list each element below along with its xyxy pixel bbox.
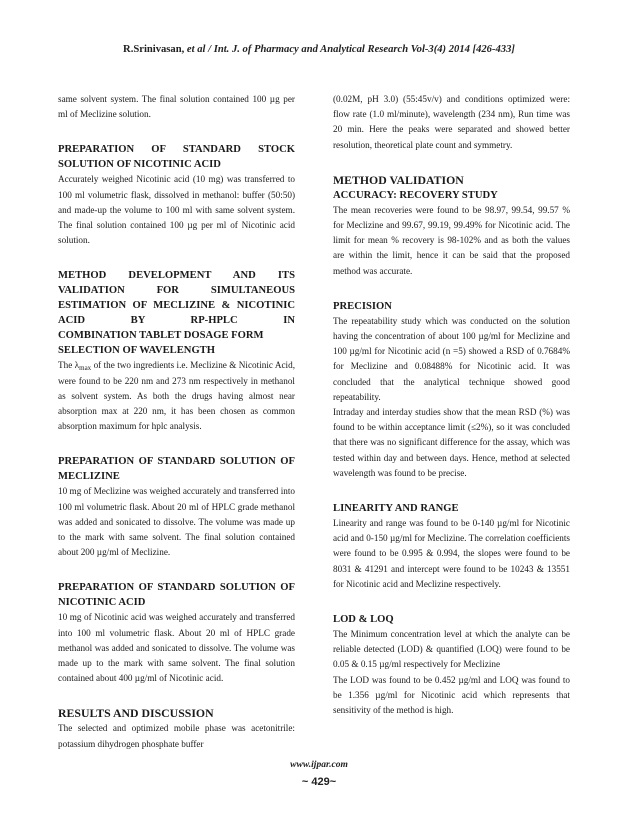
body-precision-repeatability: The repeatability study which was conducted on the solution having the concentration of about 100 µg/ml for Meclizine and 100 µg/ml for Nicotinic acid (n =5) showed a RSD of 0.7684% for Meclizine and 0.08488% for Nicotinic acid. It was concluded that the analytical technique showed good repeatability. — [333, 315, 570, 402]
footer-url: www.ijpar.com — [290, 760, 348, 770]
body-lod-loq-meclizine: The Minimum concentration level at which the analyte can be reliable detected (LOD) & quantified (LOQ) were found to be 0.05 & 0.15 µg/ml respectively for Meclizine — [333, 629, 570, 670]
heading-method-development: METHOD DEVELOPMENT AND ITS VALIDATION FOR SIMULTANEOUS ESTIMATION OF MECLIZINE & NICOTINIC ACID BY RP-HPLC IN — [58, 270, 295, 327]
heading-lod-loq: LOD & LOQ — [333, 614, 394, 626]
page-number: ~ 429~ — [301, 776, 337, 788]
heading-accuracy: ACCURACY: RECOVERY STUDY — [333, 189, 498, 201]
wavelength-text: of the two ingredients i.e. Meclizine & Nicotinic Acid, were found to be 220 nm and 273 nm respectively in methanol as solvent system. As both the drugs having almost near absorption max at 220 nm, it has been chosen as common absorption maximum for hplc analysis. — [58, 360, 295, 432]
header-journal: et al / Int. J. of Pharmacy and Analytical Research Vol-3(4) 2014 [426-433] — [184, 44, 515, 55]
body-precision-intraday: Intraday and interday studies show that the mean RSD (%) was found to be within acceptance limit (≤2%), so it was concluded that there was no significant difference for the assay, which was tested within day and between days. Hence, method at selected wavelength was found to be precise. — [333, 407, 570, 478]
body-results-discussion: The selected and optimized mobile phase was acetonitrile: potassium dihydrogen phosphate buffer — [58, 723, 295, 749]
heading-standard-solution-meclizine: PREPARATION OF STANDARD SOLUTION OF MECLIZINE — [58, 456, 295, 483]
lambda-text: The λ — [58, 360, 80, 371]
heading-linearity-range: LINEARITY AND RANGE — [333, 503, 459, 515]
continued-paragraph: (0.02M, pH 3.0) (55:45v/v) and conditions optimized were: flow rate (1.0 ml/minute), wavelength (234 nm), Run time was 20 min. Here the peaks were separated and showed better resolution, theoretical plate count and symmetry. — [333, 94, 570, 150]
header-author: R.Srinivasan, — [123, 44, 185, 55]
heading-stock-solution-nicotinic: PREPARATION OF STANDARD STOCK SOLUTION OF NICOTINIC ACID — [58, 144, 295, 171]
intro-paragraph: same solvent system. The final solution contained 100 µg per ml of Meclizine solution. — [58, 94, 295, 120]
body-standard-solution-meclizine: 10 mg of Meclizine was weighed accurately and transferred into 100 ml volumetric flask. About 20 ml of HPLC grade methanol was added and sonicated to dissolve. The volume was made up to the mark with same solvent. The final solution contained about 200 µg/ml of Meclizine. — [58, 486, 295, 558]
lambda-subscript: max — [79, 364, 92, 373]
body-lod-loq-nicotinic: The LOD was found to be 0.452 µg/ml and LOQ was found to be 1.356 µg/ml for Nicotinic acid which represents that sensitivity of the method is high. — [333, 674, 570, 716]
body-selection-wavelength — [58, 358, 295, 434]
right-column — [333, 92, 570, 718]
heading-precision: PRECISION — [333, 300, 392, 312]
running-header — [0, 44, 638, 55]
heading-method-development-line2: COMBINATION TABLET DOSAGE FORM — [58, 330, 264, 342]
left-column — [58, 92, 295, 752]
heading-method-validation: METHOD VALIDATION — [333, 172, 464, 187]
body-standard-solution-nicotinic: 10 mg of Nicotinic acid was weighed accurately and transferred into 100 ml volumetric flask. About 20 ml of HPLC grade methanol was added and sonicated to dissolve. The volume was made up to the mark with same solvent. The final solution contained about 400 µg/ml of Nicotinic acid. — [58, 612, 295, 684]
heading-selection-wavelength: SELECTION OF WAVELENGTH — [58, 345, 215, 357]
body-linearity-range: Linearity and range was found to be 0-140 µg/ml for Nicotinic acid and 0-150 µg/ml for Meclizine. The correlation coefficients were found to be 0.995 & 0.994, the slopes were found to be 8031 & 41291 and intercept were found to be 10243 & 13551 for Nicotinic acid and Meclizine respectively. — [333, 518, 570, 589]
body-stock-solution-nicotinic: Accurately weighed Nicotinic acid (10 mg) was transferred to 100 ml volumetric flask, dissolved in methanol: buffer (50:50) and made-up the volume to 100 ml with same solvent system. The final solution contained 100 µg per ml of Nicotinic acid solution. — [58, 174, 295, 246]
heading-standard-solution-nicotinic: PREPARATION OF STANDARD SOLUTION OF NICOTINIC ACID — [58, 582, 295, 609]
body-accuracy: The mean recoveries were found to be 98.97, 99.54, 99.57 % for Meclizine and 99.67, 99.19, 99.49% for Nicotinic acid. The limit for mean % recovery is 98-102% and as both the values are within the limit, hence it can be said that the proposed method was accurate. — [333, 204, 570, 276]
heading-results-discussion: RESULTS AND DISCUSSION — [58, 706, 214, 721]
